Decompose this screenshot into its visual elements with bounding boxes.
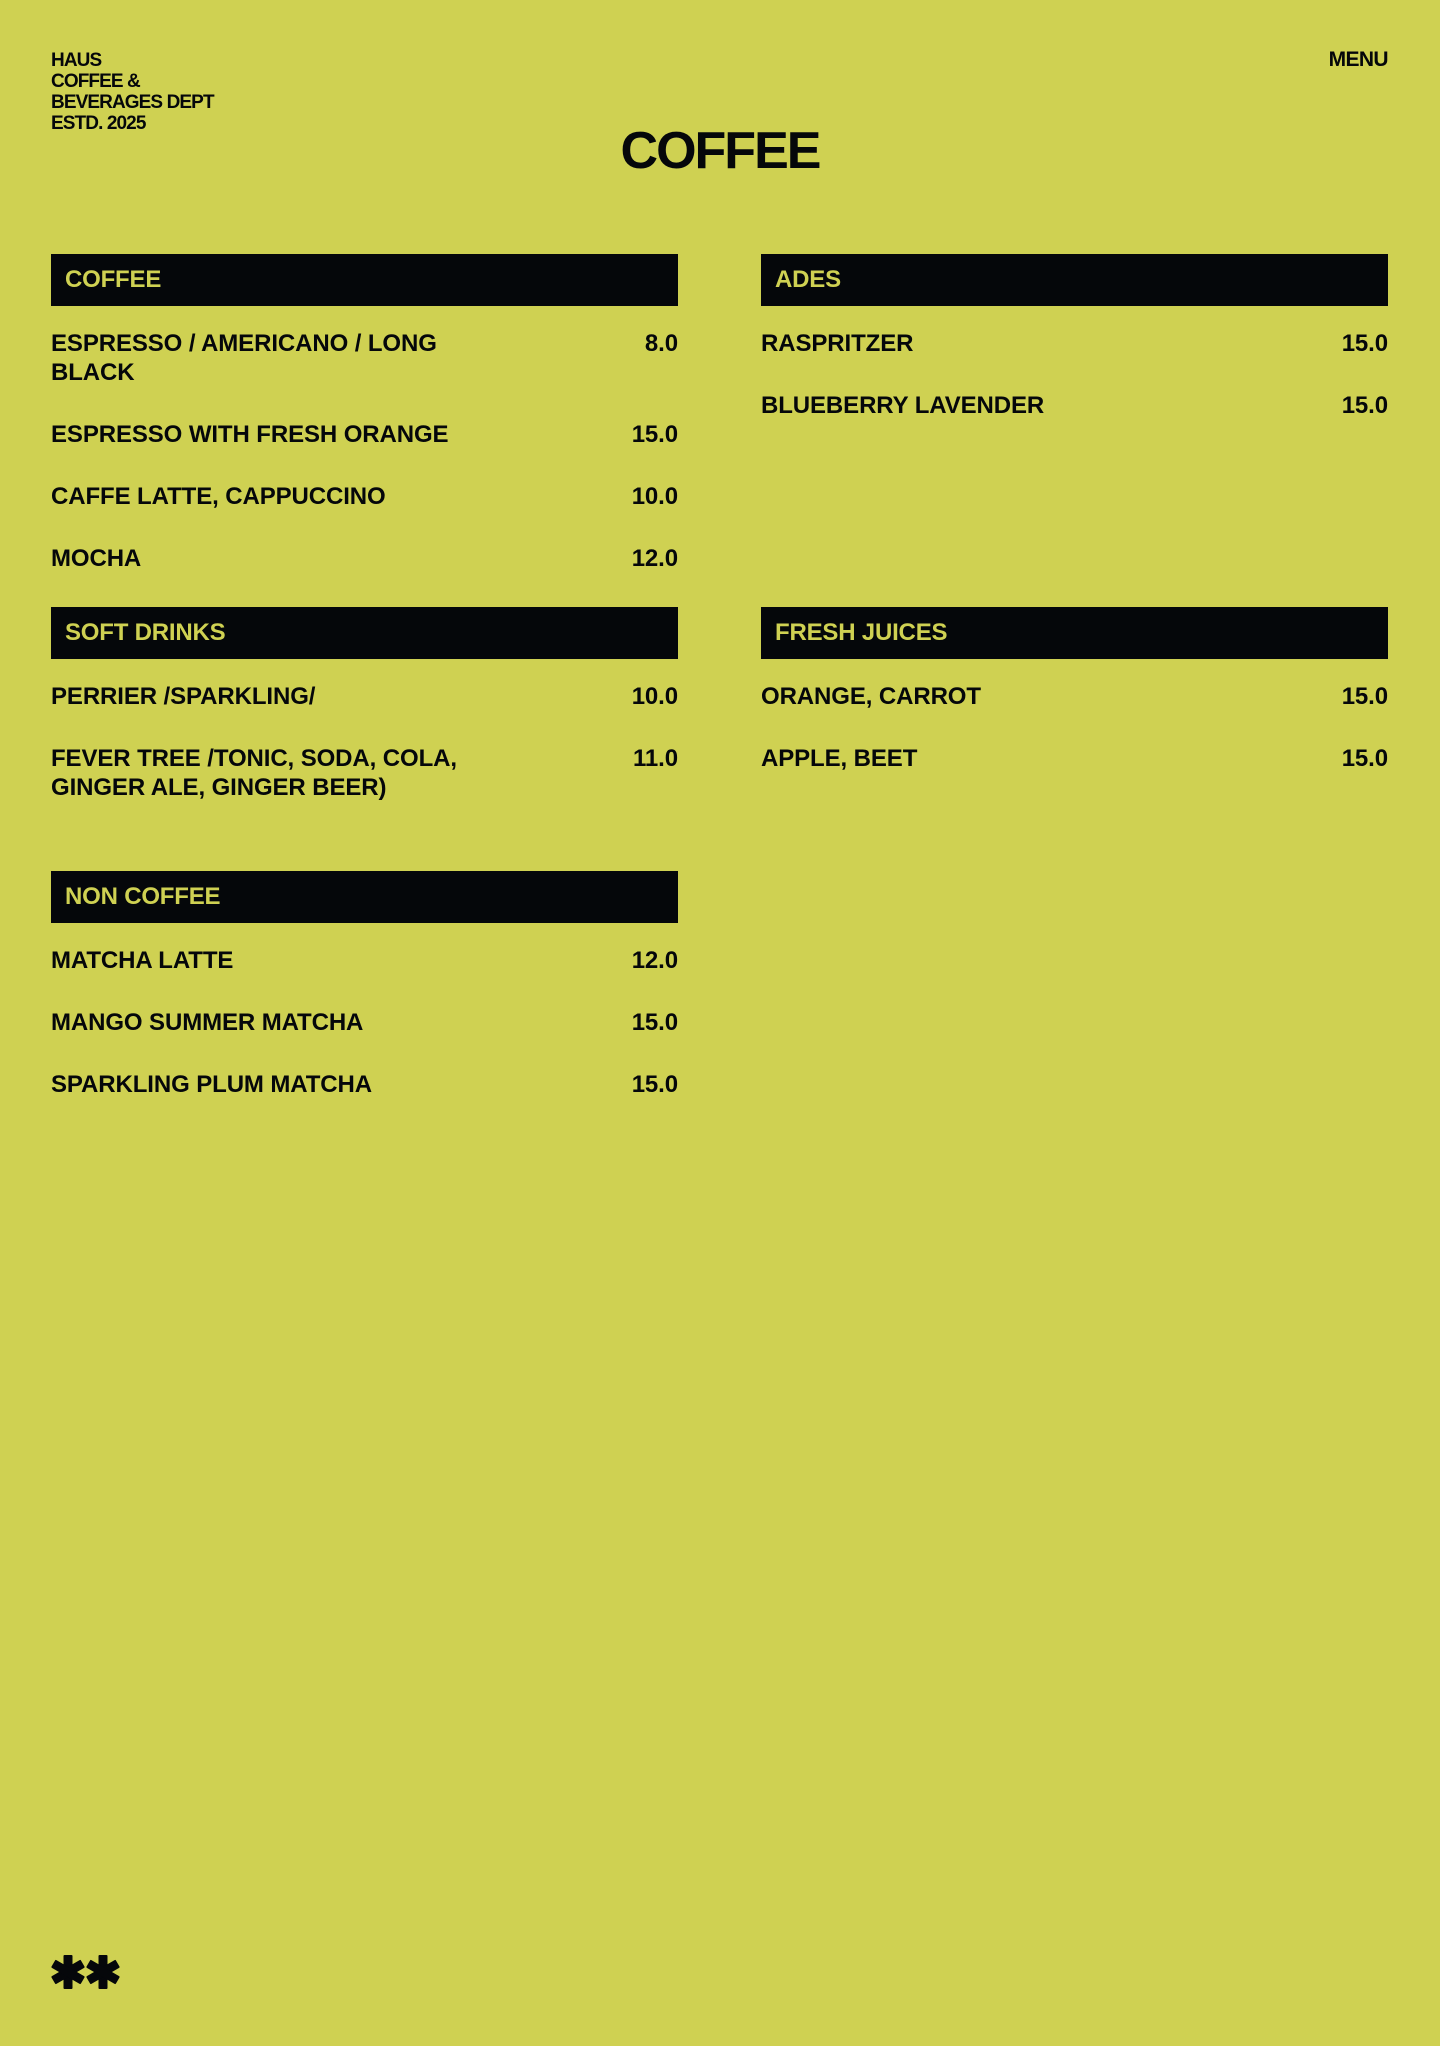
- menu-link[interactable]: MENU: [1328, 48, 1388, 71]
- item-name: ORANGE, CARROT: [761, 683, 981, 710]
- item-name: PERRIER /SPARKLING/: [51, 683, 316, 710]
- menu-item: [51, 682, 678, 711]
- item-price: 15.0: [631, 421, 678, 448]
- brand-line: COFFEE &: [51, 71, 140, 92]
- menu-list: [51, 329, 678, 573]
- brand-established: ESTD. 2025: [51, 113, 146, 134]
- menu-item: [761, 682, 1388, 711]
- item-price: 15.0: [1341, 745, 1388, 772]
- section-header: ADES: [761, 254, 1388, 306]
- section-fresh-juices: [761, 607, 1388, 806]
- item-name: MOCHA: [51, 545, 142, 572]
- item-name: FEVER TREE /TONIC, SODA, COLA, GINGER ALE, GINGER BEER): [51, 745, 457, 801]
- item-price: 8.0: [644, 330, 678, 357]
- menu-item: [51, 744, 678, 802]
- item-price: 15.0: [631, 1071, 678, 1098]
- double-asterisk-logo-icon: [51, 1954, 121, 1990]
- item-price: 10.0: [631, 483, 678, 510]
- brand-line: BEVERAGES DEPT: [51, 92, 214, 113]
- menu-list: [761, 329, 1388, 420]
- item-name: BLUEBERRY LAVENDER: [761, 392, 1045, 419]
- item-name: MATCHA LATTE: [51, 947, 234, 974]
- item-name: APPLE, BEET: [761, 745, 918, 772]
- item-name: ESPRESSO / AMERICANO / LONG BLACK: [51, 330, 437, 386]
- item-price: 10.0: [631, 683, 678, 710]
- menu-item: [51, 544, 678, 573]
- item-price: 11.0: [633, 745, 678, 772]
- section-soft-drinks: [51, 607, 678, 835]
- menu-item: [51, 1008, 678, 1037]
- item-price: 12.0: [631, 545, 678, 572]
- item-name: SPARKLING PLUM MATCHA: [51, 1071, 372, 1098]
- menu-item: [51, 482, 678, 511]
- menu-item: [761, 744, 1388, 773]
- item-name: CAFFE LATTE, CAPPUCCINO: [51, 483, 386, 510]
- section-coffee: [51, 254, 678, 606]
- item-name: RASPRITZER: [761, 330, 914, 357]
- section-header: SOFT DRINKS: [51, 607, 678, 659]
- menu-item: [51, 1070, 678, 1099]
- section-ades: [761, 254, 1388, 453]
- menu-item: [51, 420, 678, 449]
- section-header: FRESH JUICES: [761, 607, 1388, 659]
- item-price: 15.0: [631, 1009, 678, 1036]
- item-price: 15.0: [1341, 330, 1388, 357]
- brand-name: HAUS: [51, 50, 102, 71]
- section-header: NON COFFEE: [51, 871, 678, 923]
- menu-item: [51, 946, 678, 975]
- menu-item: [761, 329, 1388, 358]
- menu-list: [51, 682, 678, 802]
- item-name: MANGO SUMMER MATCHA: [51, 1009, 364, 1036]
- section-header: COFFEE: [51, 254, 678, 306]
- page-title: COFFEE: [620, 122, 820, 180]
- item-price: 15.0: [1341, 392, 1388, 419]
- menu-item: [51, 329, 678, 387]
- menu-item: [761, 391, 1388, 420]
- section-non-coffee: [51, 871, 678, 1132]
- menu-list: [51, 946, 678, 1099]
- item-price: 12.0: [631, 947, 678, 974]
- item-name: ESPRESSO WITH FRESH ORANGE: [51, 421, 449, 448]
- item-price: 15.0: [1341, 683, 1388, 710]
- menu-list: [761, 682, 1388, 773]
